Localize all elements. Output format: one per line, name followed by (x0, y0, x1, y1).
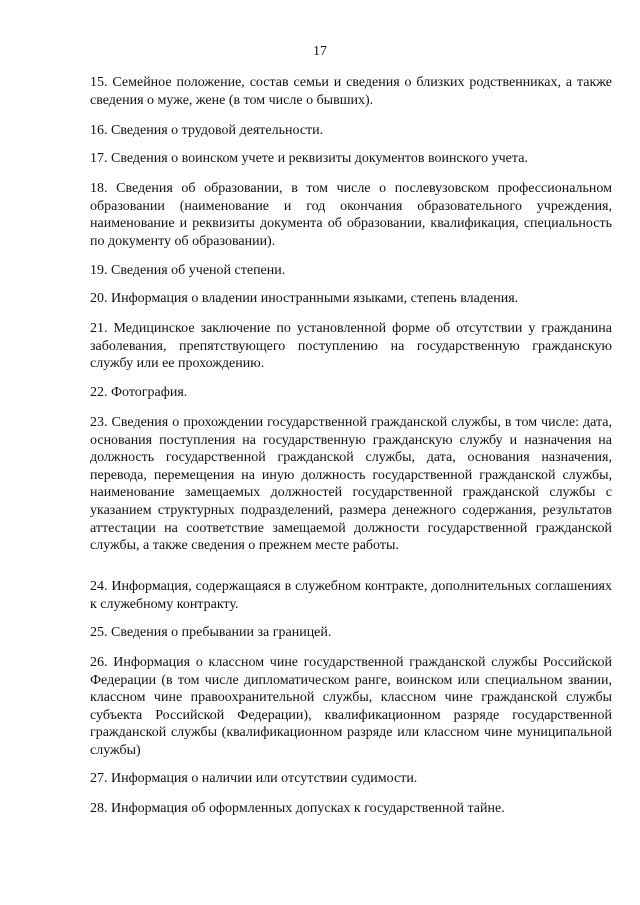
list-item-23: 23. Сведения о прохождении государственной гражданской службы, в том числе: дата, основания поступления на государственную гражданскую службу и назначения на должность государственной гражданской службы, дата, основания назначения, перевода, перемещения на иную должность государственной гражданской службы, наименование замещаемых должностей государственной гражданской службы с указанием структурных подразделений, размера денежного содержания, результатов аттестации на соответствие замещаемой должности государственной гражданской службы, а также сведения о прежнем месте работы. (90, 415, 612, 554)
list-item-17: 17. Сведения о воинском учете и реквизиты документов воинского учета. (90, 151, 528, 166)
list-item-22: 22. Фотография. (90, 385, 188, 400)
list-item-19: 19. Сведения об ученой степени. (90, 263, 286, 278)
list-item-26: 26. Информация о классном чине государственной гражданской службы Российской Федерации (в том числе дипломатическом ранге, воинском или специальном звании, классном чине правоохранительной службы, классном чине гражданской службы субъекта Российской Федерации), квалификационном разряде государственной гражданской службы (квалификационном разряде или классном чине муниципальной службы) (90, 655, 612, 758)
list-item-24: 24. Информация, содержащаяся в служебном контракте, дополнительных соглашениях к служебному контракту. (90, 579, 612, 612)
list-item-15: 15. Семейное положение, состав семьи и сведения о близких родственниках, а также сведения о муже, жене (в том числе о бывших). (90, 75, 612, 108)
list-item-25: 25. Сведения о пребывании за границей. (90, 625, 332, 640)
list-item-27: 27. Информация о наличии или отсутствии судимости. (90, 771, 418, 786)
list-item-20: 20. Информация о владении иностранными языками, степень владения. (90, 291, 519, 306)
page-number: 17 (313, 44, 327, 59)
list-item-21: 21. Медицинское заключение по установленной форме об отсутствии у гражданина заболевания, препятствующего поступлению на государственную гражданскую службу или ее прохождению. (90, 321, 612, 372)
list-item-28: 28. Информация об оформленных допусках к государственной тайне. (90, 801, 505, 816)
list-item-18: 18. Сведения об образовании, в том числе о послевузовском профессиональном образовании (наименование и год окончания образовательного учреждения, наименование и реквизиты документа об образовании, квалификация, специальность по документу об образовании). (90, 181, 612, 249)
list-item-16: 16. Сведения о трудовой деятельности. (90, 123, 324, 138)
